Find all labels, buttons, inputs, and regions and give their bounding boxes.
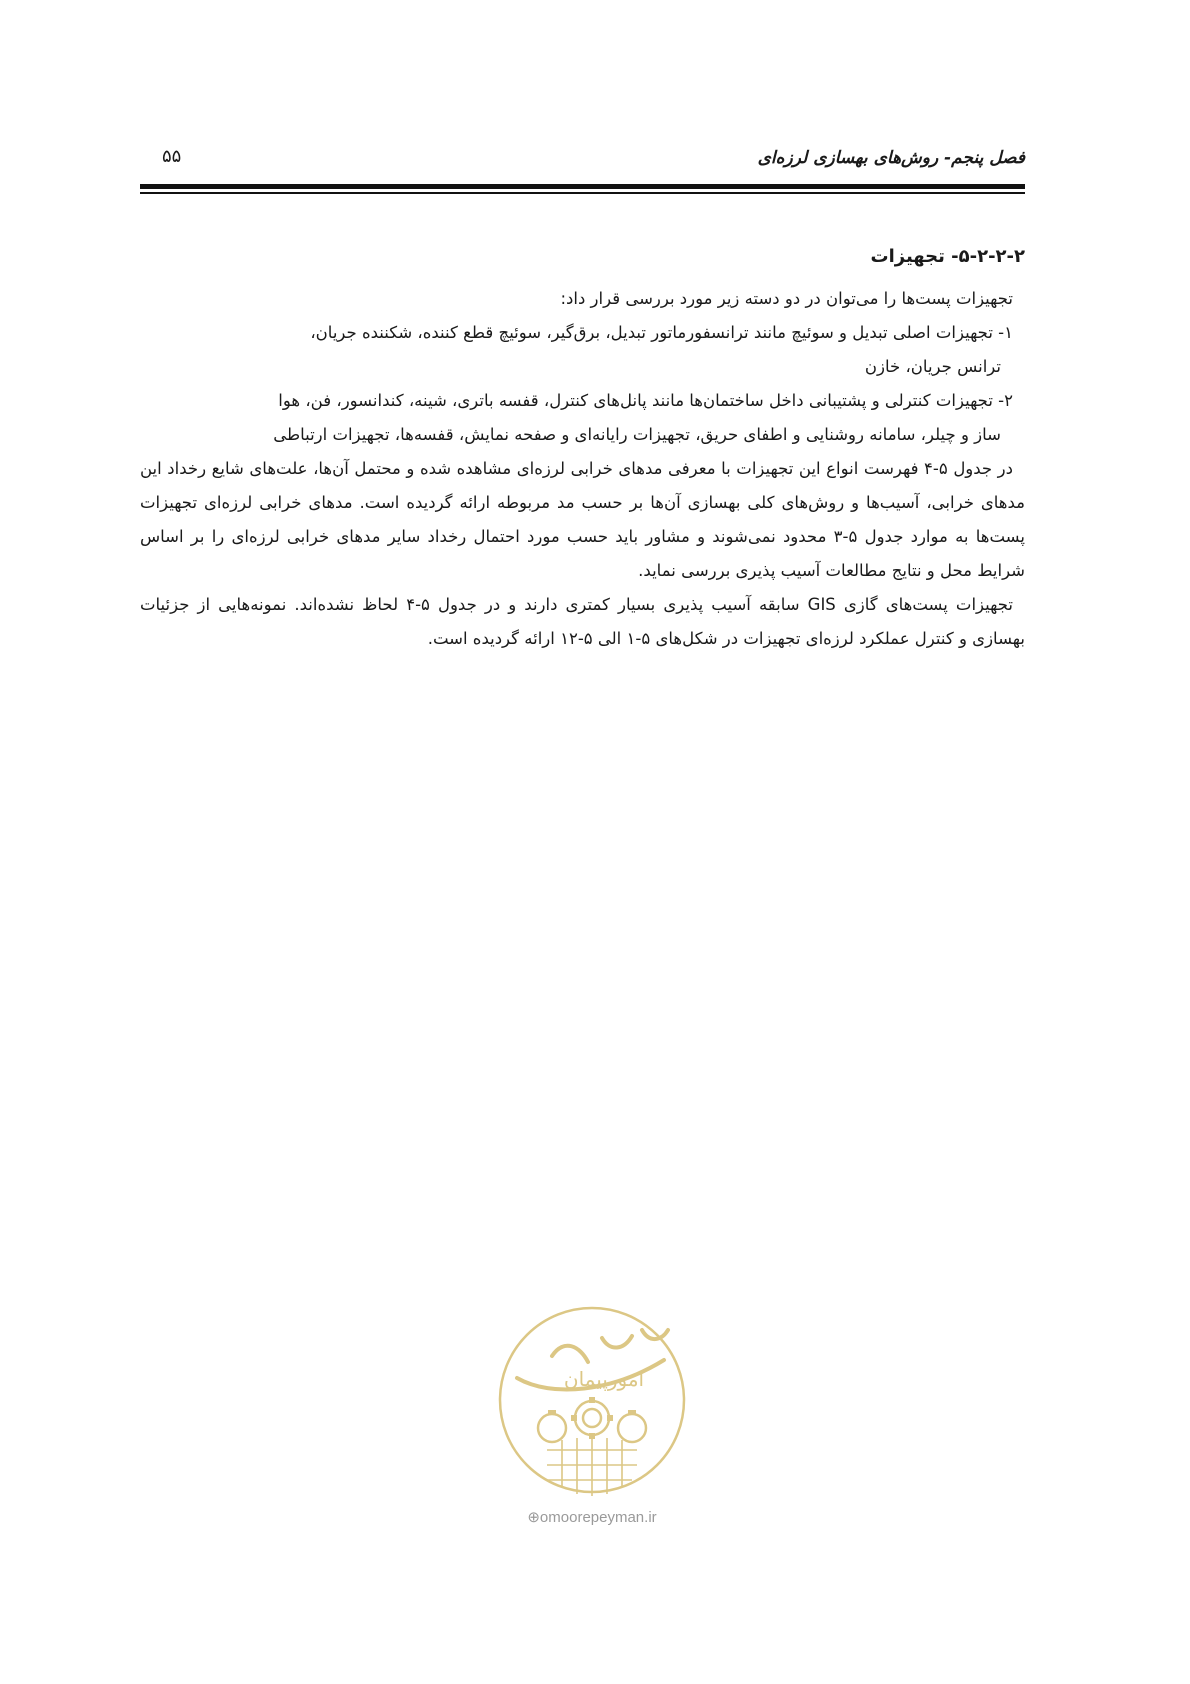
watermark-logo-icon	[492, 1300, 692, 1500]
intro-paragraph: تجهیزات پست‌ها را می‌توان در دو دسته زیر مورد بررسی قرار داد:	[560, 289, 1013, 308]
logo-url-text: omoorepeyman.ir	[539, 1509, 657, 1526]
logo-script-text: امورپیمان	[563, 1367, 645, 1391]
list-item-line: ۱- تجهیزات اصلی تبدیل و سوئیچ مانند ترانسفورماتور تبدیل، برق‌گیر، سوئیچ قطع کننده، شکننده جریان،	[310, 323, 1013, 342]
list-item-continuation: ترانس جریان، خازن	[864, 357, 1001, 376]
page-number: ۵۵	[162, 146, 182, 167]
list-item-continuation: ساز و چیلر، سامانه روشنایی و اطفای حریق، تجهیزات رایانه‌ای و صفحه نمایش، قفسه‌ها، تجهیزات ارتباطی	[273, 425, 1001, 444]
header-rule-thick	[140, 184, 1025, 189]
list-item	[140, 384, 1025, 452]
list-item	[140, 316, 1025, 384]
logo-url	[492, 1508, 692, 1526]
body-paragraph: در جدول ۵-۴ فهرست انواع این تجهیزات با معرفی مدهای خرابی لرزه‌ای مشاهده شده و محتمل آن‌ها، علت‌های شایع رخداد این مدهای خرابی، آسیب‌ها و روش‌های کلی بهسازی آن‌ها بر حسب مد مربوطه ارائه گردیده است. مدهای خرابی لرزه‌ای تجهیزات پست‌ها به موارد جدول ۵-۳ محدود نمی‌شوند و مشاور باید حسب مورد احتمال رخداد سایر مدهای خرابی لرزه‌ای را بر اساس شرایط محل و نتایج مطالعات آسیب پذیری بررسی نماید.	[140, 459, 1025, 580]
page-header	[140, 142, 1025, 182]
chapter-title: فصل پنجم- روش‌های بهسازی لرزه‌ای	[757, 148, 1025, 168]
globe-icon: ⊕	[527, 1509, 540, 1526]
list-item-line: ۲- تجهیزات کنترلی و پشتیبانی داخل ساختمان‌ها مانند پانل‌های کنترل، قفسه باتری، شینه، کندانسور، فن، هوا	[278, 391, 1013, 410]
header-rule-thin	[140, 192, 1025, 194]
body-paragraph: تجهیزات پست‌های گازی GIS سابقه آسیب پذیری بسیار کمتری دارند و در جدول ۵-۴ لحاظ نشده‌اند. نمونه‌هایی از جزئیات بهسازی و کنترل عملکرد لرزه‌ای تجهیزات در شکل‌های ۵-۱ الی ۵-۱۲ ارائه گردیده است.	[140, 595, 1025, 648]
section-content	[140, 240, 1025, 656]
section-heading: ۵-۲-۲-۲- تجهیزات	[870, 246, 1025, 267]
